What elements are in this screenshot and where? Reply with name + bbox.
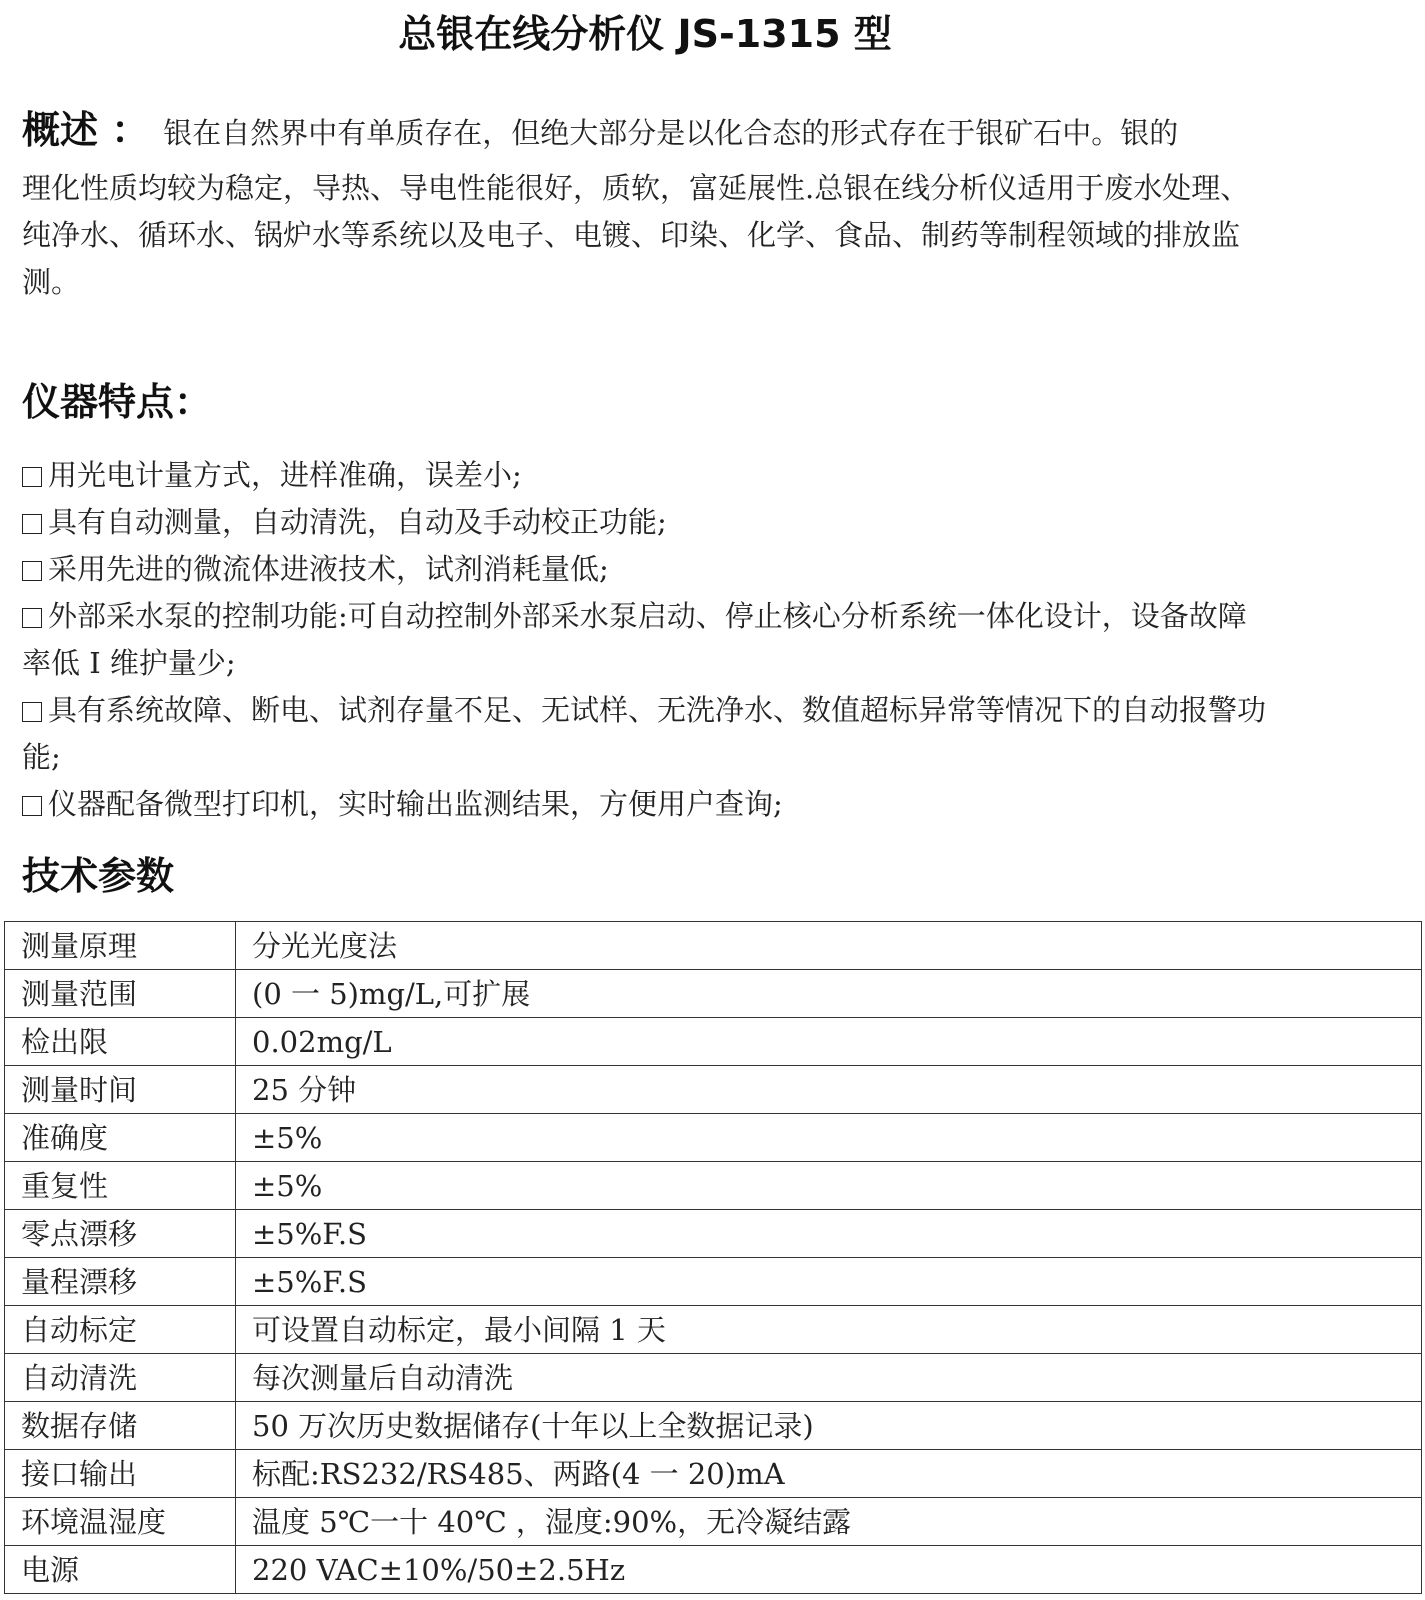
table-row bbox=[5, 1018, 1422, 1066]
overview-text-rest: 理化性质均较为稳定，导热、导电性能很好，质软，富延展性.总银在线分析仪适用于废水处理、纯净水、循环水、锅炉水等系统以及电子、电镀、印染、化学、食品、制药等制程领域的排放监测。 bbox=[22, 171, 1250, 299]
overview-section bbox=[22, 98, 1270, 306]
checkbox-icon bbox=[22, 608, 42, 628]
spec-value: 220 VAC±10%/50±2.5Hz bbox=[236, 1546, 1422, 1594]
spec-key: 电源 bbox=[5, 1546, 236, 1594]
specs-table bbox=[4, 921, 1422, 1594]
overview-heading: 概述 ： bbox=[22, 108, 150, 152]
spec-key: 重复性 bbox=[5, 1162, 236, 1210]
table-row bbox=[5, 970, 1422, 1018]
feature-item bbox=[22, 499, 1272, 546]
spec-value: 0.02mg/L bbox=[236, 1018, 1422, 1066]
overview-first-line bbox=[22, 98, 1270, 165]
checkbox-icon bbox=[22, 514, 42, 534]
spec-value: ±5% bbox=[236, 1114, 1422, 1162]
table-row bbox=[5, 1210, 1422, 1258]
table-row bbox=[5, 1162, 1422, 1210]
spec-key: 测量原理 bbox=[5, 922, 236, 970]
table-row bbox=[5, 1306, 1422, 1354]
spec-value: 标配:RS232/RS485、两路(4 一 20)mA bbox=[236, 1450, 1422, 1498]
spec-value: 每次测量后自动清洗 bbox=[236, 1354, 1422, 1402]
table-row bbox=[5, 1546, 1422, 1594]
checkbox-icon bbox=[22, 467, 42, 487]
feature-text: 用光电计量方式，进样准确，误差小; bbox=[48, 458, 522, 492]
feature-text: 具有自动测量，自动清洗，自动及手动校正功能; bbox=[48, 505, 667, 539]
spec-key: 环境温湿度 bbox=[5, 1498, 236, 1546]
features-list bbox=[22, 452, 1272, 828]
feature-item bbox=[22, 687, 1272, 781]
table-row bbox=[5, 1498, 1422, 1546]
spec-key: 自动标定 bbox=[5, 1306, 236, 1354]
spec-key: 数据存储 bbox=[5, 1402, 236, 1450]
spec-key: 准确度 bbox=[5, 1114, 236, 1162]
spec-value: (0 一 5)mg/L,可扩展 bbox=[236, 970, 1422, 1018]
spec-key: 自动清洗 bbox=[5, 1354, 236, 1402]
spec-key: 检出限 bbox=[5, 1018, 236, 1066]
features-heading: 仪器特点： bbox=[22, 380, 213, 424]
table-row bbox=[5, 922, 1422, 970]
feature-item bbox=[22, 593, 1272, 687]
spec-value: ±5% bbox=[236, 1162, 1422, 1210]
table-row bbox=[5, 1354, 1422, 1402]
checkbox-icon bbox=[22, 561, 42, 581]
feature-item bbox=[22, 546, 1272, 593]
table-row bbox=[5, 1258, 1422, 1306]
checkbox-icon bbox=[22, 796, 42, 816]
overview-text-first: 银在自然界中有单质存在，但绝大部分是以化合态的形式存在于银矿石中。银的 bbox=[163, 116, 1179, 150]
feature-text: 仪器配备微型打印机，实时输出监测结果，方便用户查询; bbox=[48, 787, 783, 821]
page-title: 总银在线分析仪 JS-1315 型 bbox=[398, 12, 892, 56]
spec-key: 零点漂移 bbox=[5, 1210, 236, 1258]
table-row bbox=[5, 1450, 1422, 1498]
table-row bbox=[5, 1402, 1422, 1450]
feature-text: 具有系统故障、断电、试剂存量不足、无试样、无洗净水、数值超标异常等情况下的自动报警功能; bbox=[22, 693, 1267, 774]
spec-value: 25 分钟 bbox=[236, 1066, 1422, 1114]
spec-key: 接口输出 bbox=[5, 1450, 236, 1498]
spec-value: 温度 5℃一十 40℃ ，湿度:90%，无冷凝结露 bbox=[236, 1498, 1422, 1546]
feature-text: 采用先进的微流体进液技术，试剂消耗量低; bbox=[48, 552, 609, 586]
feature-text: 外部采水泵的控制功能:可自动控制外部采水泵启动、停止核心分析系统一体化设计，设备故障率低 I 维护量少; bbox=[22, 599, 1247, 680]
specs-heading: 技术参数 bbox=[22, 854, 175, 898]
spec-key: 测量时间 bbox=[5, 1066, 236, 1114]
table-row bbox=[5, 1114, 1422, 1162]
feature-item bbox=[22, 452, 1272, 499]
feature-item bbox=[22, 781, 1272, 828]
spec-value: 分光光度法 bbox=[236, 922, 1422, 970]
table-row bbox=[5, 1066, 1422, 1114]
spec-value: ±5%F.S bbox=[236, 1210, 1422, 1258]
checkbox-icon bbox=[22, 702, 42, 722]
spec-value: ±5%F.S bbox=[236, 1258, 1422, 1306]
spec-value: 可设置自动标定，最小间隔 1 天 bbox=[236, 1306, 1422, 1354]
spec-key: 测量范围 bbox=[5, 970, 236, 1018]
spec-value: 50 万次历史数据储存(十年以上全数据记录) bbox=[236, 1402, 1422, 1450]
spec-key: 量程漂移 bbox=[5, 1258, 236, 1306]
